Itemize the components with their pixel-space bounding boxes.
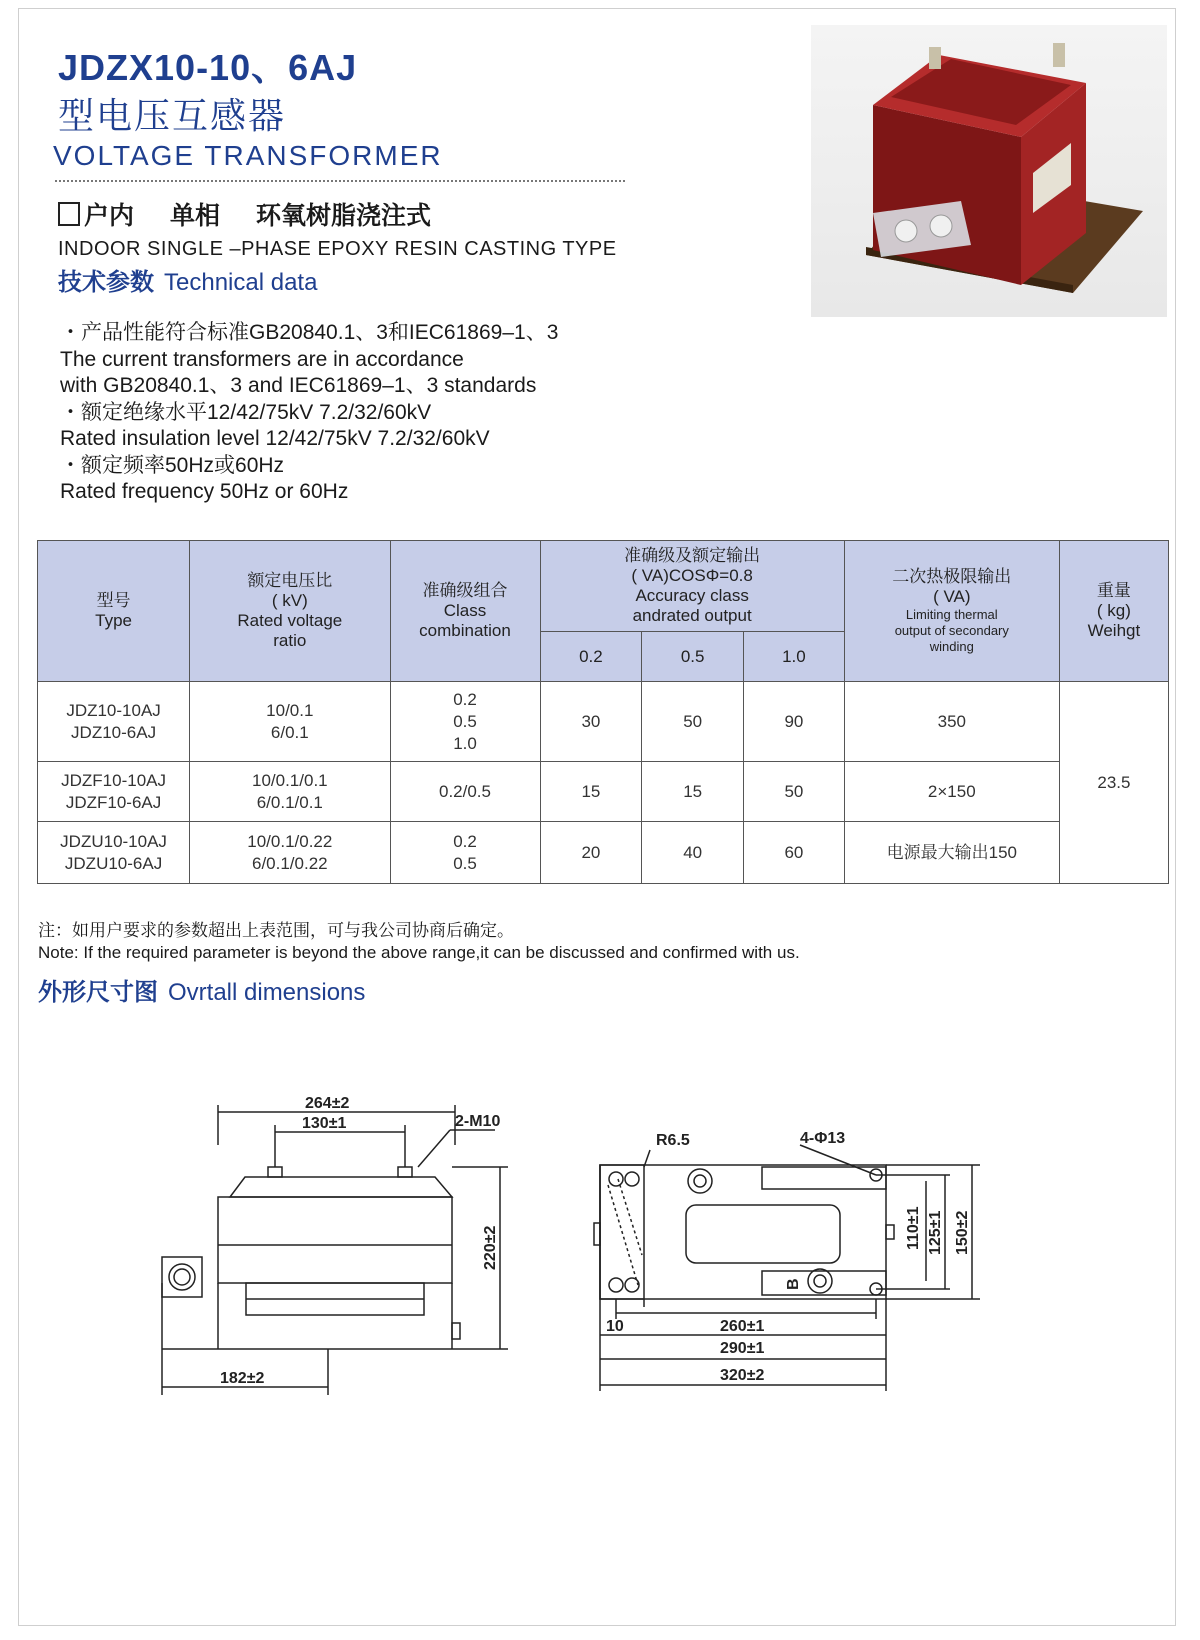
dim-bolts: 2-M10	[455, 1113, 501, 1130]
dim-base: 182±2	[220, 1370, 265, 1387]
cell-ratio: 10/0.1 6/0.1	[190, 682, 390, 762]
dim-label-b: B	[785, 1278, 802, 1290]
cell-output-0-5: 40	[642, 822, 744, 884]
product-title-en: VOLTAGE TRANSFORMER	[53, 140, 443, 171]
header-class-0-5: 0.5	[642, 632, 744, 682]
spec-line: with GB20840.1、3 and IEC61869–1、3 standards	[60, 374, 537, 397]
feature-single-phase: 单相	[170, 201, 221, 230]
table-note	[38, 920, 800, 964]
dim-top-width: 264±2	[305, 1095, 350, 1112]
technical-data-table	[37, 540, 1169, 884]
spec-line: Rated insulation level 12/42/75kV 7.2/32/60kV	[60, 427, 490, 450]
spec-line: The current transformers are in accordance	[60, 347, 464, 371]
cell-output-1-0: 50	[744, 762, 845, 822]
spec-line: ・额定绝缘水平12/42/75kV 7.2/32/60kV	[60, 400, 432, 424]
spec-list	[60, 320, 558, 506]
checkbox-square-icon	[58, 202, 80, 226]
cell-type: JDZ10-10AJ JDZ10-6AJ	[38, 682, 190, 762]
technical-data-cn: 技术参数	[58, 268, 154, 296]
dimensions-heading	[38, 972, 365, 1007]
dim-bolt-spacing: 130±1	[302, 1115, 347, 1132]
feature-epoxy: 环氧树脂浇注式	[256, 201, 432, 230]
table-row	[38, 762, 1169, 822]
dim-h3: 150±2	[954, 1210, 971, 1255]
cell-thermal: 350	[844, 682, 1059, 762]
technical-data-en: Technical data	[164, 269, 318, 296]
cell-ratio: 10/0.1/0.22 6/0.1/0.22	[190, 822, 390, 884]
dim-w2: 290±1	[720, 1340, 765, 1357]
note-en: Note: If the required parameter is beyond the above range,it can be discussed and confirmed with us.	[38, 943, 800, 962]
header-voltage-ratio: 额定电压比 ( kV) Rated voltage ratio	[190, 541, 390, 682]
dim-h1: 110±1	[905, 1206, 922, 1250]
side-view	[162, 1105, 508, 1395]
cell-class: 0.2 0.5	[390, 822, 540, 884]
table-row	[38, 682, 1169, 762]
product-photo	[811, 25, 1167, 317]
cell-class: 0.2 0.5 1.0	[390, 682, 540, 762]
cell-thermal: 2×150	[844, 762, 1059, 822]
dimensions-cn: 外形尺寸图	[38, 978, 158, 1006]
feature-line-en: INDOOR SINGLE –PHASE EPOXY RESIN CASTING TYPE	[58, 238, 617, 260]
spec-line: ・额定频率50Hz或60Hz	[60, 453, 285, 477]
cell-class: 0.2/0.5	[390, 762, 540, 822]
header-type: 型号 Type	[38, 541, 190, 682]
cell-output-0-5: 15	[642, 762, 744, 822]
spec-line: ・产品性能符合标准GB20840.1、3和IEC61869–1、3	[60, 321, 559, 344]
cell-thermal: 电源最大输出150	[844, 822, 1059, 884]
dotted-divider	[55, 180, 625, 182]
dim-w1: 260±1	[720, 1318, 765, 1335]
product-title-cn: 型电压互感器	[58, 96, 287, 137]
technical-data-heading	[58, 262, 317, 297]
note-cn: 注：如用户要求的参数超出上表范围，可与我公司协商后确定。	[38, 921, 514, 940]
cell-type: JDZU10-10AJ JDZU10-6AJ	[38, 822, 190, 884]
cell-output-0-5: 50	[642, 682, 744, 762]
dim-holes: 4-Φ13	[800, 1130, 846, 1147]
cell-weight: 23.5	[1059, 682, 1168, 884]
cell-output-1-0: 60	[744, 822, 845, 884]
model-title: JDZX10-10、6AJ	[58, 47, 358, 88]
dim-radius: R6.5	[656, 1132, 690, 1149]
dim-height: 220±2	[482, 1225, 499, 1270]
header-class-combination: 准确级组合 Class combination	[390, 541, 540, 682]
dim-w3: 320±2	[720, 1367, 765, 1384]
header-thermal-output: 二次热极限输出 ( VA) Limiting thermal output of secondary winding	[844, 541, 1059, 682]
feature-line-cn	[58, 196, 431, 232]
dim-w0: 10	[606, 1318, 624, 1335]
cell-output-0-2: 15	[540, 762, 642, 822]
header-weight: 重量 ( kg) Weihgt	[1059, 541, 1168, 682]
cell-ratio: 10/0.1/0.1 6/0.1/0.1	[190, 762, 390, 822]
cell-type: JDZF10-10AJ JDZF10-6AJ	[38, 762, 190, 822]
table-row	[38, 822, 1169, 884]
header-class-1-0: 1.0	[744, 632, 845, 682]
cell-output-0-2: 20	[540, 822, 642, 884]
dim-h2: 125±1	[927, 1210, 944, 1255]
spec-line: Rated frequency 50Hz or 60Hz	[60, 480, 349, 503]
cell-output-0-2: 30	[540, 682, 642, 762]
header-class-0-2: 0.2	[540, 632, 642, 682]
plan-view	[594, 1145, 980, 1343]
cell-output-1-0: 90	[744, 682, 845, 762]
dimension-drawing	[150, 1095, 1050, 1430]
header-rated-output: 准确级及额定输出 ( VA)COSΦ=0.8 Accuracy class andrated output	[540, 541, 844, 632]
dimensions-en: Ovrtall dimensions	[168, 979, 366, 1006]
feature-indoor: 户内	[84, 201, 135, 230]
